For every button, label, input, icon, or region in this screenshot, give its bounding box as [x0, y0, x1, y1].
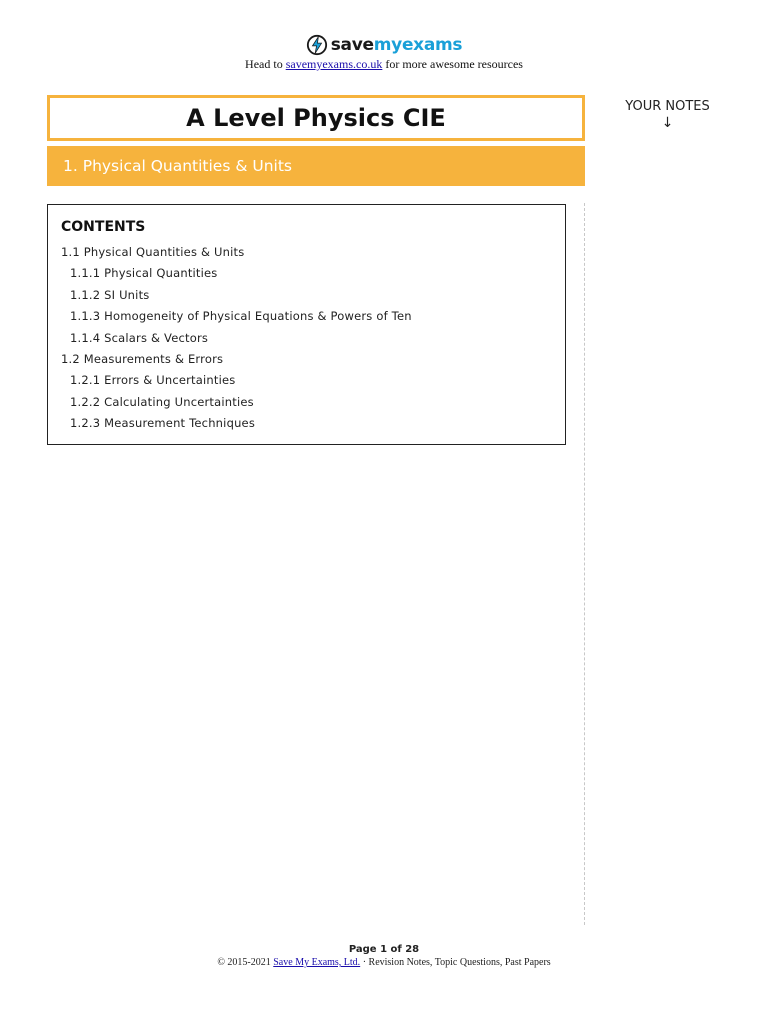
toc-item[interactable]: 1.1.3 Homogeneity of Physical Equations & Powers of Ten	[70, 309, 412, 324]
toc-item[interactable]: 1.1 Physical Quantities & Units	[61, 245, 245, 259]
header-tagline: Head to savemyexams.co.uk for more awesome resources	[245, 57, 523, 71]
savemyexams-link[interactable]: savemyexams.co.uk	[285, 57, 383, 71]
section-title: 1. Physical Quantities & Units	[63, 157, 292, 175]
toc-item[interactable]: 1.2.2 Calculating Uncertainties	[70, 394, 254, 409]
notes-column-divider	[584, 203, 585, 925]
page-number: Page 1 of 28	[348, 944, 420, 955]
section-banner	[47, 146, 585, 186]
toc-item[interactable]: 1.2.1 Errors & Uncertainties	[70, 373, 236, 388]
document-title: A Level Physics CIE	[186, 104, 446, 132]
document-title-box	[47, 95, 585, 141]
table-of-contents	[47, 204, 566, 445]
arrow-down-icon: ↓	[661, 115, 674, 131]
your-notes-label: YOUR NOTES ↓	[610, 99, 725, 131]
toc-item[interactable]: 1.2.3 Measurement Techniques	[70, 416, 256, 431]
lightning-bolt-icon	[306, 34, 328, 56]
logo-wordmark: savemyexams	[330, 35, 463, 55]
toc-item[interactable]: 1.2 Measurements & Errors	[61, 351, 224, 366]
contents-heading: CONTENTS	[61, 219, 146, 235]
footer-copyright: © 2015-2021 Save My Exams, Ltd. · Revision Notes, Topic Questions, Past Papers	[217, 957, 551, 968]
toc-item[interactable]: 1.1.2 SI Units	[70, 287, 150, 302]
save-my-exams-footer-link[interactable]: Save My Exams, Ltd.	[273, 957, 361, 968]
toc-item[interactable]: 1.1.1 Physical Quantities	[70, 266, 218, 281]
toc-item[interactable]: 1.1.4 Scalars & Vectors	[70, 330, 209, 345]
toc-list	[48, 242, 565, 435]
